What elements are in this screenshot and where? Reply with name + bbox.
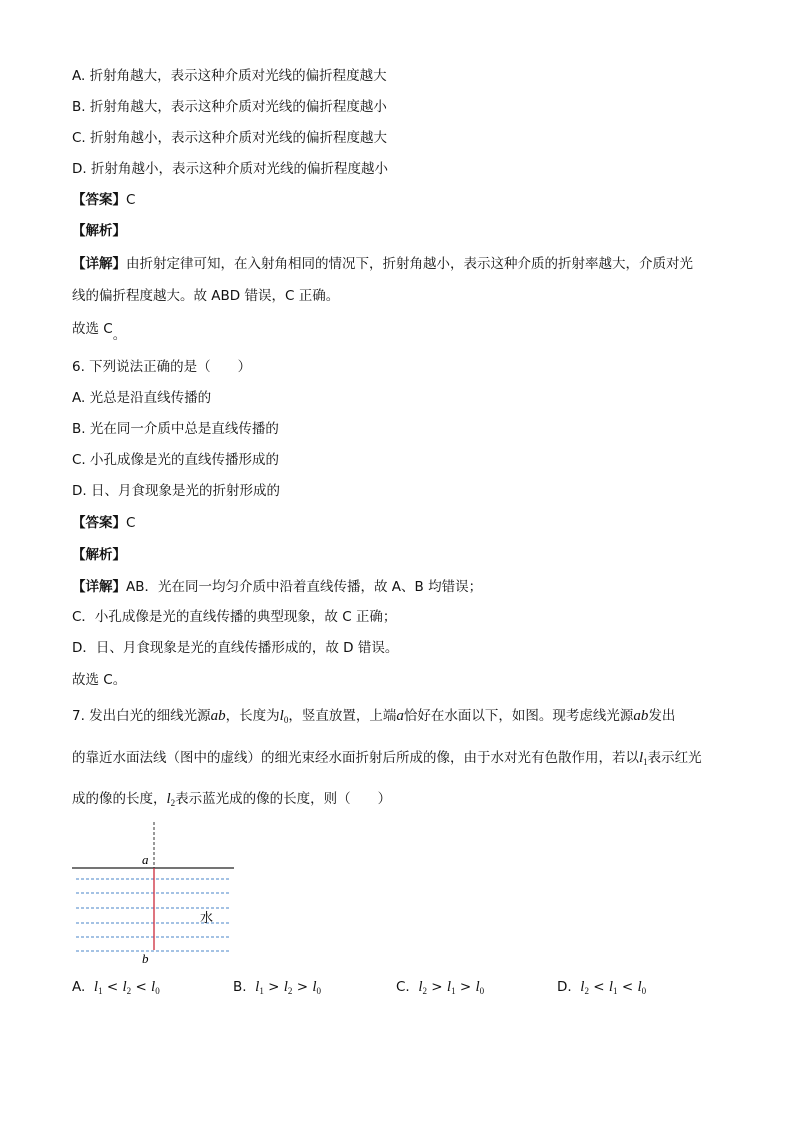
q5-option-d: D. 折射角越小，表示这种介质对光线的偏折程度越小: [72, 161, 388, 177]
answer-label: 【答案】: [72, 192, 126, 208]
q6-detail-line-1: [72, 578, 482, 596]
q7-stem-line-3: [72, 790, 391, 812]
answer-value: C: [126, 515, 136, 531]
relation: <: [135, 979, 147, 995]
q7-option-d: [557, 978, 646, 1000]
relation: >: [431, 979, 443, 995]
q7-text: 的靠近水面法线（图中的虚线）的细光束经水面折射后所成的像，由于水对光有色散作用，若以: [72, 750, 639, 766]
detail-text: AB．光在同一均匀介质中沿着直线传播，故 A、B 均错误；: [126, 579, 483, 595]
q5-detail-line-1: [72, 255, 693, 273]
subscript: 2: [170, 798, 176, 808]
q6-stem: 6. 下列说法正确的是（ ）: [72, 359, 252, 375]
q7-text: 7. 发出白光的细线光源: [72, 708, 211, 724]
var-l: l: [639, 750, 644, 766]
var-l: l: [418, 979, 423, 995]
subscript: 0: [316, 986, 321, 996]
subscript: 2: [422, 986, 427, 996]
q7-text: 表示红光: [647, 750, 702, 766]
subscript: 1: [613, 986, 618, 996]
q6-conclusion: 故选 C。: [72, 672, 127, 688]
subscript: 2: [584, 986, 589, 996]
var-l: l: [446, 979, 452, 995]
q5-conclusion: [72, 320, 127, 343]
var-ab: ab: [210, 708, 226, 724]
var-l: l: [166, 791, 171, 807]
q7-option-c: [396, 978, 484, 1000]
q5-analysis-label: 【解析】: [72, 223, 126, 239]
q7-text: ，长度为: [225, 708, 280, 724]
q7-text: 表示蓝光成的像的长度，则（ ）: [175, 791, 392, 807]
q5-option-c: C. 折射角越小，表示这种介质对光线的偏折程度越大: [72, 130, 388, 146]
subscript: 0: [479, 986, 485, 996]
q6-option-b: B. 光在同一介质中总是直线传播的: [72, 421, 279, 437]
subscript: 1: [98, 986, 103, 996]
detail-label: 【详解】: [72, 579, 126, 595]
subscript: 0: [155, 986, 160, 996]
q5-option-b: B. 折射角越大，表示这种介质对光线的偏折程度越小: [72, 99, 387, 115]
label-water: 水: [200, 910, 214, 925]
relation: >: [296, 979, 309, 995]
q6-option-d: D. 日、月食现象是光的折射形成的: [72, 483, 280, 499]
answer-value: C: [126, 192, 136, 208]
q7-text: 成的像的长度，: [72, 791, 167, 807]
var-l: l: [151, 979, 156, 995]
subscript: 0: [641, 986, 647, 996]
q6-analysis-label: 【解析】: [72, 547, 126, 563]
q7-text: 恰好在水面以下，如图。现考虑线光源: [403, 708, 634, 724]
subscript: 2: [126, 986, 132, 996]
q6-answer: [72, 514, 135, 532]
conclusion-text: 故选 C: [72, 321, 113, 337]
option-label: D.: [557, 979, 572, 995]
var-l: l: [279, 708, 284, 724]
subscript: 1: [259, 986, 264, 996]
relation: >: [459, 979, 472, 995]
subscript: 1: [643, 757, 648, 767]
var-ab: ab: [633, 708, 649, 724]
detail-label: 【详解】: [72, 256, 126, 272]
q5-option-a: A. 折射角越大，表示这种介质对光线的偏折程度越大: [72, 68, 387, 84]
q7-option-b: [233, 978, 321, 1000]
var-l: l: [122, 979, 127, 995]
q7-stem-line-1: [72, 707, 675, 729]
q6-detail-line-3: D．日、月食现象是光的直线传播形成的，故 D 错误。: [72, 640, 399, 656]
option-label: C.: [396, 979, 410, 995]
var-a: a: [396, 708, 404, 724]
conclusion-period: 。: [112, 327, 127, 343]
var-l: l: [608, 979, 614, 995]
var-l: l: [580, 979, 585, 995]
subscript: 2: [287, 986, 293, 996]
var-l: l: [475, 979, 480, 995]
q7-stem-line-2: [72, 749, 702, 771]
q6-option-c: C. 小孔成像是光的直线传播形成的: [72, 452, 280, 468]
q7-option-a: [72, 978, 160, 1000]
subscript: 1: [451, 986, 456, 996]
relation: <: [621, 979, 634, 995]
label-a: a: [142, 852, 149, 867]
answer-label: 【答案】: [72, 515, 126, 531]
label-b: b: [142, 951, 149, 966]
var-l: l: [637, 979, 642, 995]
relation: <: [106, 979, 119, 995]
var-l: l: [283, 979, 288, 995]
water-figure: [72, 820, 242, 970]
q7-text: ，竖直放置，上端: [288, 708, 397, 724]
q5-answer: [72, 191, 135, 209]
relation: >: [268, 979, 280, 995]
var-l: l: [312, 979, 317, 995]
subscript: 0: [283, 715, 289, 725]
option-label: A.: [72, 979, 86, 995]
var-l: l: [255, 979, 260, 995]
detail-text: 由折射定律可知，在入射角相同的情况下，折射角越小，表示这种介质的折射率越大，介质对光: [126, 256, 693, 272]
relation: <: [593, 979, 605, 995]
q6-option-a: A. 光总是沿直线传播的: [72, 390, 212, 406]
option-label: B.: [233, 979, 247, 995]
q6-detail-line-2: C．小孔成像是光的直线传播的典型现象，故 C 正确；: [72, 609, 397, 625]
q5-detail-line-2: 线的偏折程度越大。故 ABD 错误，C 正确。: [72, 288, 340, 304]
q7-text: 发出: [648, 708, 676, 724]
var-l: l: [93, 979, 99, 995]
